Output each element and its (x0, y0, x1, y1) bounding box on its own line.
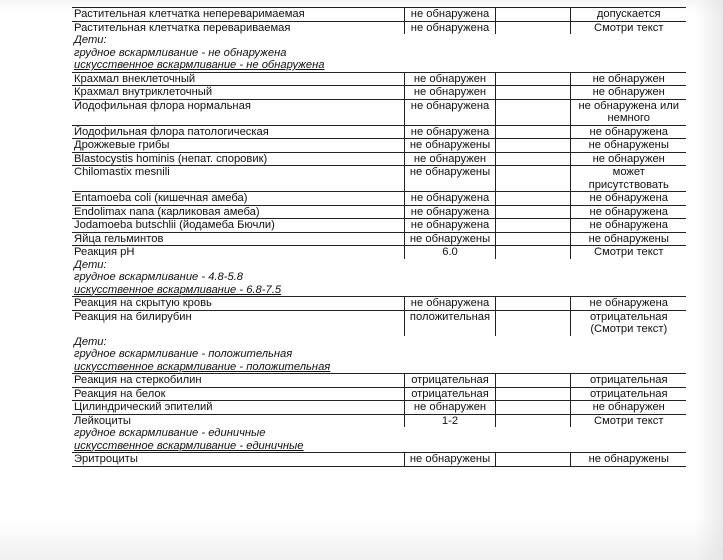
note-line: Дети: (74, 258, 107, 271)
table-row (72, 166, 686, 192)
test-name: Chilomastix mesnili (72, 166, 404, 192)
empty-cell (495, 232, 570, 246)
test-result: не обнаружены (404, 453, 495, 467)
test-name: Растительная клетчатка непереваримаемая (72, 8, 404, 22)
table-row (72, 387, 686, 401)
reference-value: не обнаружена (570, 125, 686, 139)
test-name: Endolimax nana (карликовая амеба) (72, 205, 404, 219)
reference-value: не обнаружена (570, 219, 686, 233)
empty-cell (495, 374, 570, 388)
test-result: не обнаружен (404, 86, 495, 100)
test-result: не обнаружены (404, 139, 495, 153)
test-name: Крахмал внутриклеточный (72, 86, 404, 100)
note-line: грудное вскармливание - 4.8-5.8 (74, 271, 244, 283)
test-name: Цилиндрический эпителий (72, 401, 404, 415)
empty-cell (495, 8, 570, 22)
note-cell (72, 427, 686, 453)
reference-value: отрицательная (Смотри текст) (570, 310, 686, 336)
reference-note (72, 34, 686, 72)
empty-cell (495, 192, 570, 206)
test-result: не обнаружена (404, 297, 495, 311)
reference-value: Смотри текст (570, 414, 686, 427)
reference-value: Смотри текст (570, 21, 686, 34)
empty-cell (495, 86, 570, 100)
table-row (72, 72, 686, 86)
test-name: Blastocystis hominis (непат. споровик) (72, 152, 404, 166)
reference-value: не обнаружен (570, 86, 686, 100)
table-row (72, 414, 686, 427)
empty-cell (495, 310, 570, 336)
test-result: не обнаружена (404, 205, 495, 219)
note-line: искусственное вскармливание - 6.8-7.5 (74, 283, 282, 296)
note-line: искусственное вскармливание - не обнаружена (74, 59, 325, 71)
reference-value: не обнаружен (570, 152, 686, 166)
test-result: отрицательная (404, 387, 495, 401)
test-name: Реакция pH (72, 246, 404, 259)
test-result: положительная (404, 310, 495, 336)
test-name: Jodamoeba butschlii (йодамеба Бючли) (72, 219, 404, 233)
table-row (72, 125, 686, 139)
table-row (72, 297, 686, 311)
note-line: грудное вскармливание - положительная (74, 348, 293, 360)
empty-cell (495, 401, 570, 415)
note-line: искусственное вскармливание - единичные (74, 439, 304, 452)
test-result: не обнаружена (404, 8, 495, 22)
reference-value: отрицательная (570, 387, 686, 401)
empty-cell (495, 152, 570, 166)
empty-cell (495, 125, 570, 139)
empty-cell (495, 414, 570, 427)
empty-cell (495, 99, 570, 125)
test-result: не обнаружена (404, 125, 495, 139)
empty-cell (495, 387, 570, 401)
reference-value: не обнаружены (570, 453, 686, 467)
reference-value: не обнаружены (570, 139, 686, 153)
reference-value: отрицательная (570, 374, 686, 388)
table-row (72, 139, 686, 153)
table-row (72, 246, 686, 259)
test-name: Яйца гельминтов (72, 232, 404, 246)
table-row (72, 205, 686, 219)
note-line: грудное вскармливание - единичные (74, 427, 266, 439)
note-line: Дети: (74, 34, 107, 46)
reference-value: может присутствовать (570, 166, 686, 192)
test-result: отрицательная (404, 374, 495, 388)
reference-value: не обнаружены (570, 232, 686, 246)
test-result: 1-2 (404, 414, 495, 427)
test-result: не обнаружен (404, 152, 495, 166)
reference-value: допускается (570, 8, 686, 22)
test-result: не обнаружены (404, 232, 495, 246)
test-result: не обнаружен (404, 401, 495, 415)
test-result: 6.0 (404, 246, 495, 259)
lab-results-table (72, 7, 686, 467)
table-row (72, 310, 686, 336)
table-row (72, 453, 686, 467)
empty-cell (495, 139, 570, 153)
note-cell (72, 259, 686, 297)
reference-note (72, 259, 686, 297)
table-row (72, 401, 686, 415)
empty-cell (495, 297, 570, 311)
test-result: не обнаружены (404, 166, 495, 192)
empty-cell (495, 21, 570, 34)
table-row (72, 99, 686, 125)
note-cell (72, 336, 686, 374)
empty-cell (495, 246, 570, 259)
empty-cell (495, 72, 570, 86)
test-name: Йодофильная флора патологическая (72, 125, 404, 139)
table-row (72, 192, 686, 206)
reference-value: Смотри текст (570, 246, 686, 259)
reference-value: не обнаружена (570, 297, 686, 311)
test-result: не обнаружена (404, 99, 495, 125)
test-result: не обнаружена (404, 192, 495, 206)
test-name: Эритроциты (72, 453, 404, 467)
test-name: Реакция на билирубин (72, 310, 404, 336)
reference-value: не обнаружена (570, 192, 686, 206)
note-cell (72, 34, 686, 72)
test-name: Йодофильная флора нормальная (72, 99, 404, 125)
test-name: Дрожжевые грибы (72, 139, 404, 153)
test-name: Крахмал внеклеточный (72, 72, 404, 86)
test-name: Реакция на стеркобилин (72, 374, 404, 388)
note-line: искусственное вскармливание - положительная (74, 360, 331, 373)
reference-value: не обнаружен (570, 401, 686, 415)
reference-note (72, 427, 686, 453)
test-name: Реакция на белок (72, 387, 404, 401)
test-name: Растительная клетчатка перевариваемая (72, 21, 404, 34)
empty-cell (495, 166, 570, 192)
table-row (72, 374, 686, 388)
empty-cell (495, 453, 570, 467)
empty-cell (495, 205, 570, 219)
table-row (72, 86, 686, 100)
table-row (72, 152, 686, 166)
table-row (72, 21, 686, 34)
table-row (72, 8, 686, 22)
reference-value: не обнаружена или немного (570, 99, 686, 125)
table-row (72, 219, 686, 233)
test-name: Реакция на скрытую кровь (72, 297, 404, 311)
reference-value: не обнаружена (570, 205, 686, 219)
test-name: Лейкоциты (72, 414, 404, 427)
test-result: не обнаружен (404, 72, 495, 86)
note-line: грудное вскармливание - не обнаружена (74, 46, 287, 59)
reference-note (72, 336, 686, 374)
test-result: не обнаружена (404, 219, 495, 233)
reference-value: не обнаружен (570, 72, 686, 86)
test-name: Entamoeba coli (кишечная амеба) (72, 192, 404, 206)
page-edge-shadow (695, 0, 723, 560)
table-row (72, 232, 686, 246)
empty-cell (495, 219, 570, 233)
note-line: Дети: (74, 335, 107, 348)
test-result: не обнаружена (404, 21, 495, 34)
